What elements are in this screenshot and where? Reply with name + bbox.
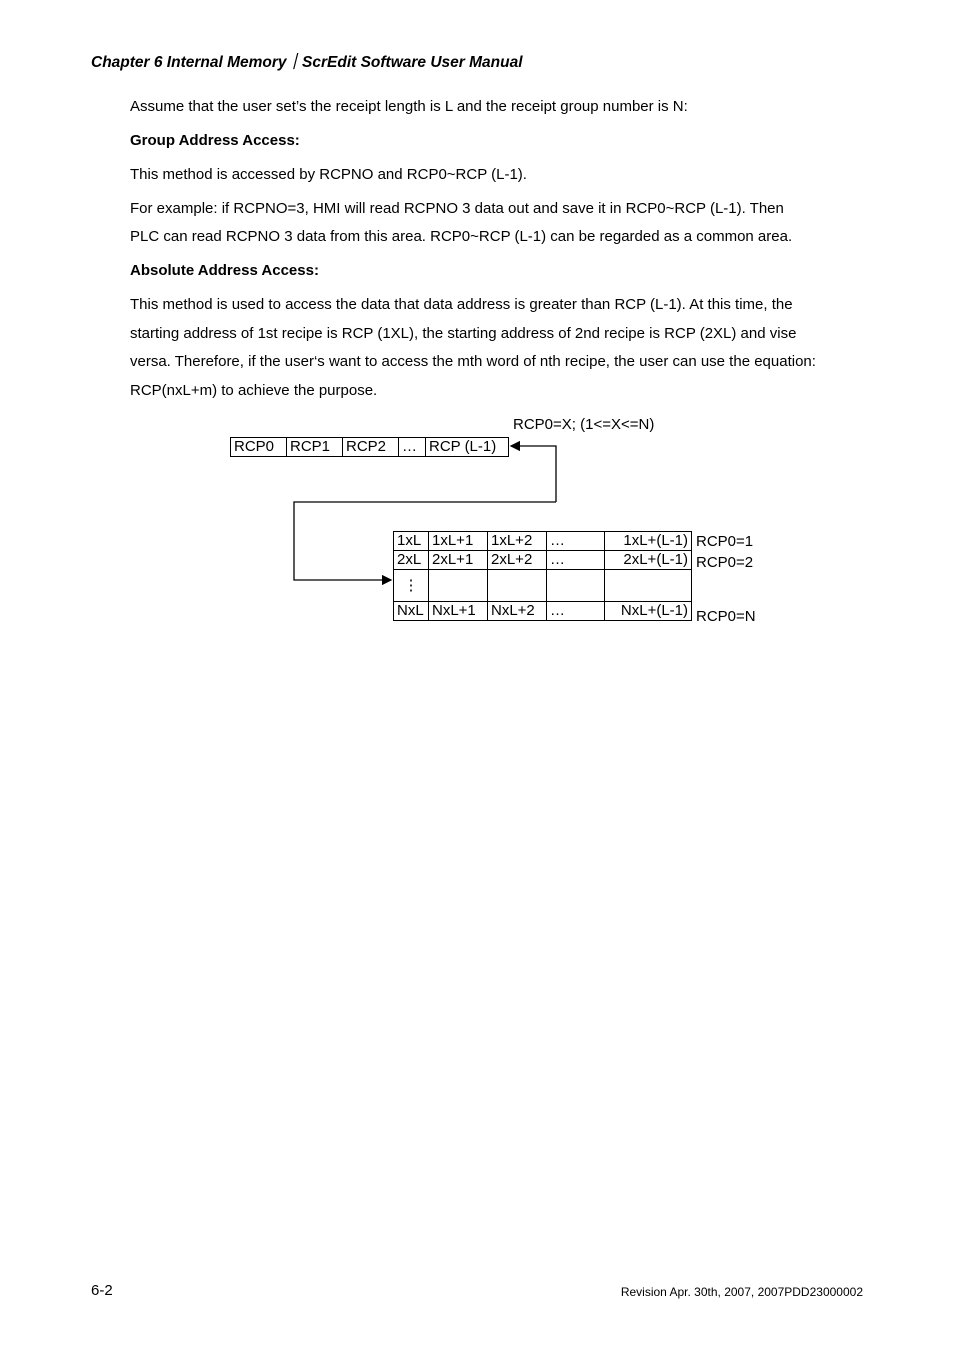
- group-example-line-2: PLC can read RCPNO 3 data from this area. RCP0~RCP (L-1) can be regarded as a common area.: [130, 228, 793, 245]
- table-cell: NxL+(L-1): [605, 602, 692, 621]
- table-cell: …: [547, 551, 605, 570]
- row-label: RCP0=2: [696, 554, 754, 571]
- rcp-cell: …: [399, 438, 426, 457]
- row-label: RCP0=1: [696, 533, 754, 550]
- rcp-cell: RCP0: [231, 438, 287, 457]
- page-header: Chapter 6 Internal Memory｜ScrEdit Software User Manual: [91, 54, 523, 71]
- rcp-cell: RCP (L-1): [426, 438, 509, 457]
- group-address-heading: Group Address Access:: [130, 132, 300, 149]
- table-cell: 1xL+1: [429, 532, 488, 551]
- table-cell: ⋮: [394, 570, 429, 602]
- table-cell: 1xL+2: [488, 532, 547, 551]
- row-label: RCP0=N: [696, 608, 756, 625]
- absolute-text-line-3: versa. Therefore, if the user‘s want to access the mth word of nth recipe, the user can use the equation:: [130, 353, 816, 370]
- table-cell: …: [547, 602, 605, 621]
- connector-to-rcp-row: [511, 446, 556, 502]
- rcp-cell: RCP2: [343, 438, 399, 457]
- absolute-address-heading: Absolute Address Access:: [130, 262, 319, 279]
- intro-text: Assume that the user set’s the receipt length is L and the receipt group number is N:: [130, 98, 688, 115]
- table-cell: NxL: [394, 602, 429, 621]
- group-example-line-1: For example: if RCPNO=3, HMI will read RCPNO 3 data out and save it in RCP0~RCP (L-1). Then: [130, 200, 784, 217]
- revision-text: Revision Apr. 30th, 2007, 2007PDD23000002: [620, 1285, 863, 1299]
- table-cell: …: [547, 532, 605, 551]
- table-cell: 2xL: [394, 551, 429, 570]
- absolute-text-line-2: starting address of 1st recipe is RCP (1XL), the starting address of 2nd recipe is RCP (2XL) and vise: [130, 325, 797, 342]
- table-cell: NxL+1: [429, 602, 488, 621]
- page-number: 6-2: [91, 1282, 113, 1299]
- table-cell: 1xL+(L-1): [605, 532, 692, 551]
- table-cell: 2xL+2: [488, 551, 547, 570]
- table-cell: 1xL: [394, 532, 429, 551]
- diagram-top-label: RCP0=X; (1<=X<=N): [513, 416, 655, 433]
- table-cell: 2xL+(L-1): [605, 551, 692, 570]
- table-cell: 2xL+1: [429, 551, 488, 570]
- rcp-cell: RCP1: [287, 438, 343, 457]
- group-address-text: This method is accessed by RCPNO and RCP0~RCP (L-1).: [130, 166, 527, 183]
- absolute-text-line-1: This method is used to access the data that data address is greater than RCP (L-1). At this time, the: [130, 296, 793, 313]
- connector-to-recipe-table: [294, 502, 556, 580]
- absolute-text-line-4: RCP(nxL+m) to achieve the purpose.: [130, 382, 378, 399]
- table-cell: NxL+2: [488, 602, 547, 621]
